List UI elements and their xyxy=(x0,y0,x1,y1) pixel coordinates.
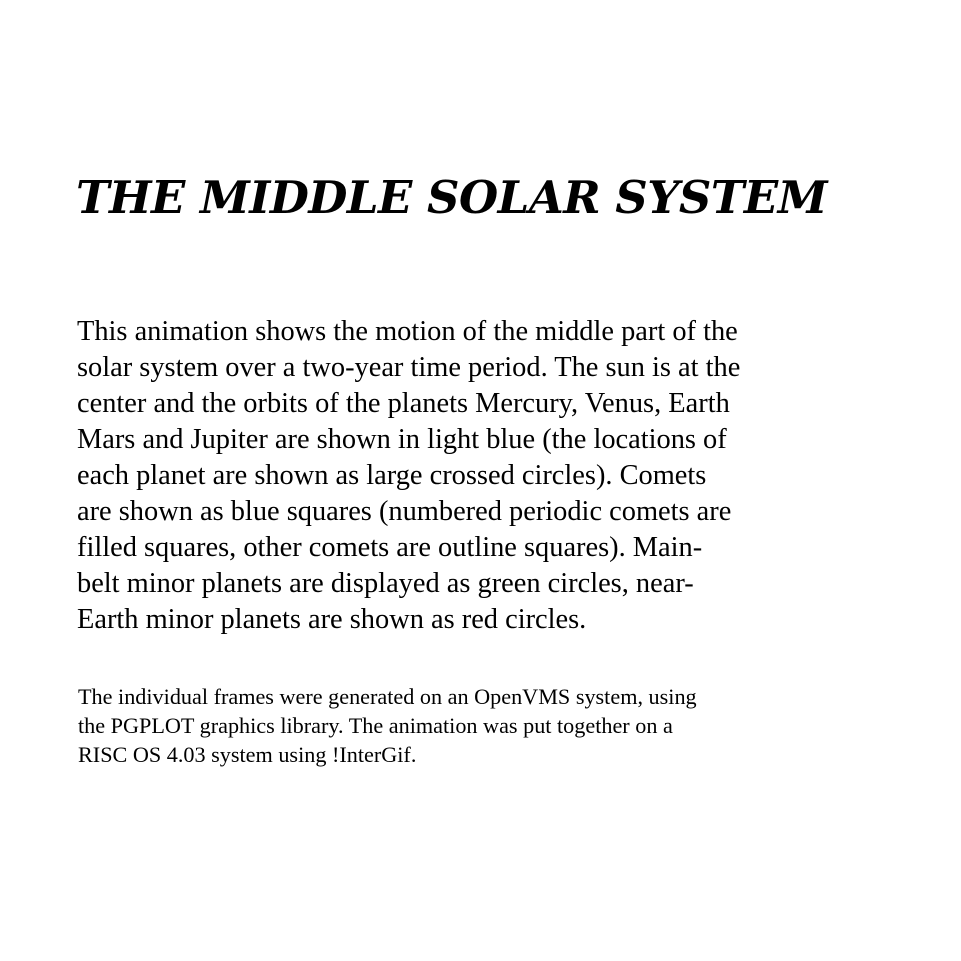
description-paragraph xyxy=(77,314,917,638)
description-line: are shown as blue squares (numbered periodic comets are xyxy=(77,496,732,527)
description-line: center and the orbits of the planets Mercury, Venus, Earth xyxy=(77,388,730,419)
description-line: belt minor planets are displayed as green circles, near- xyxy=(77,568,694,599)
page-title: THE MIDDLE SOLAR SYSTEM xyxy=(76,171,828,224)
credits-paragraph xyxy=(78,682,918,769)
credits-line: the PGPLOT graphics library. The animation was put together on a xyxy=(78,713,673,738)
credits-line: RISC OS 4.03 system using !InterGif. xyxy=(78,742,417,767)
description-line: Mars and Jupiter are shown in light blue (the locations of xyxy=(77,424,727,455)
description-line: each planet are shown as large crossed circles). Comets xyxy=(77,460,707,491)
description-line: solar system over a two-year time period. The sun is at the xyxy=(77,352,741,383)
description-line: filled squares, other comets are outline squares). Main- xyxy=(77,532,703,563)
credits-line: The individual frames were generated on an OpenVMS system, using xyxy=(78,684,697,709)
description-line: This animation shows the motion of the middle part of the xyxy=(77,316,738,347)
description-line: Earth minor planets are shown as red circles. xyxy=(77,604,587,635)
